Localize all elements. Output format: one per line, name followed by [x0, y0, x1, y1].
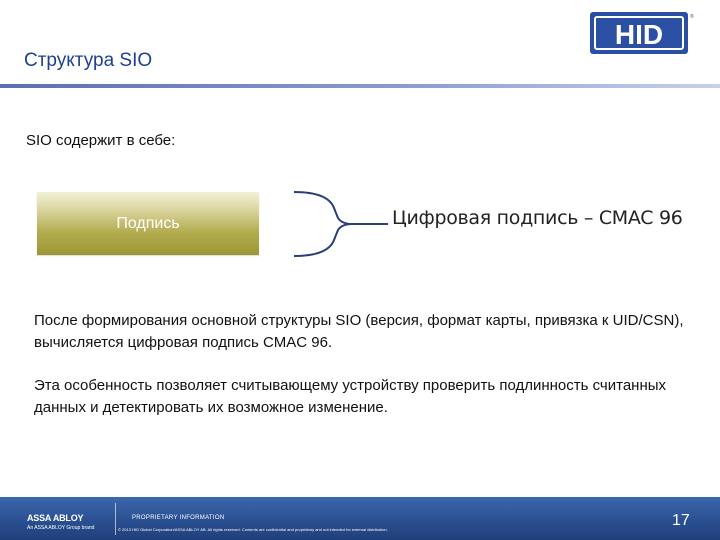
signature-box	[37, 192, 259, 255]
footer-bar	[0, 497, 720, 540]
paragraph-feature: Эта особенность позволяет считывающему устройству проверить подлинность считанных данных и детектировать их возможное изменение.	[34, 377, 667, 416]
assa-abloy-logo: ASSA ABLOY	[27, 513, 84, 523]
hid-logo-text: HID	[614, 19, 664, 50]
proprietary-label: PROPRIETARY INFORMATION	[132, 515, 225, 521]
svg-text:®: ®	[690, 14, 694, 20]
right-brace-icon	[292, 188, 388, 260]
brand-group-text: An ASSA ABLOY Group brand	[27, 525, 95, 531]
title-divider	[0, 84, 720, 88]
intro-text: SIO содержит в себе:	[26, 132, 176, 149]
slide-title: Структура SIO	[24, 50, 153, 71]
copyright-text: © 2013 HID Global Corporation/ASSA ABLOY AB. All rights reserved. Contents are confidential and proprietary and not intended for external distribution.	[118, 527, 388, 532]
paragraph-structure: После формирования основной структуры SIO (версия, формат карты, привязка к UID/CSN), вычисляется цифровая подпись CMAC 96.	[34, 312, 684, 351]
signature-description: Цифровая подпись – CMAC 96	[392, 207, 683, 229]
page-number: 17	[672, 512, 690, 529]
signature-box-label: Подпись	[116, 214, 180, 232]
hid-logo	[590, 12, 694, 56]
footer-divider	[115, 503, 116, 535]
